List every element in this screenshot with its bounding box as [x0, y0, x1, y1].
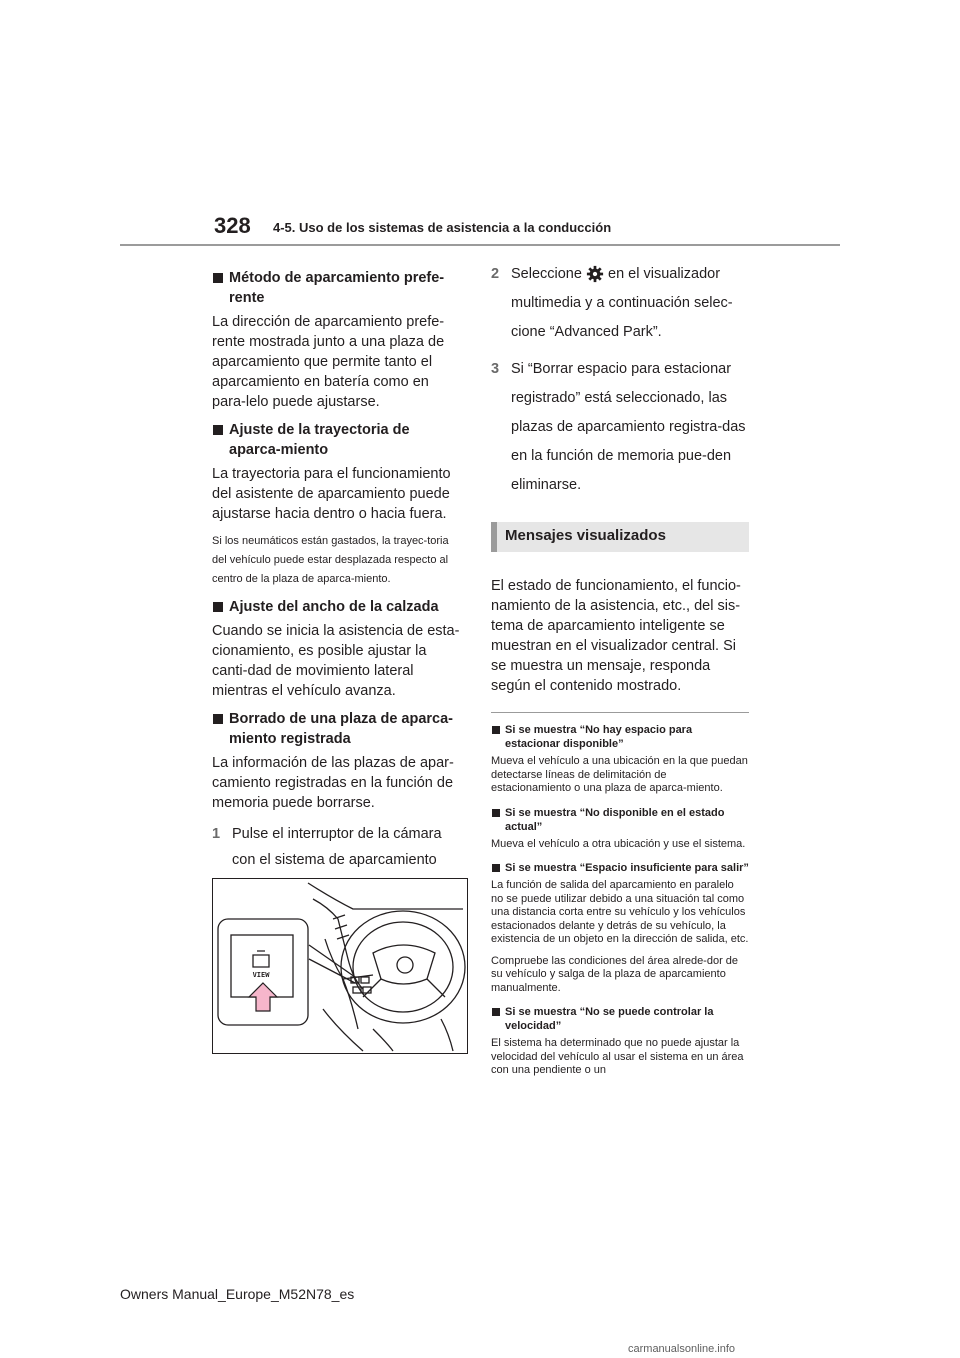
paragraph: La dirección de aparcamiento prefe-rente mostrada junto a una plaza de aparcamiento que permite tanto el aparcamiento en batería como en para-lelo puede ajustarse.: [212, 314, 445, 410]
paragraph: La información de las plazas de apar-camiento registradas en la función de memoria puede borrarse.: [212, 755, 454, 811]
bullet-square-icon: [492, 864, 500, 872]
bullet-square-icon: [213, 273, 223, 283]
bullet-square-icon: [492, 1008, 500, 1016]
step-text: en el visualizador multimedia y a continuación selec-cione “Advanced Park”.: [511, 266, 733, 340]
heading-trajectory: Ajuste de la trayectoria de aparca-miento: [212, 420, 462, 460]
right-column: [491, 260, 749, 1086]
section-banner: [491, 522, 749, 552]
paragraph: Cuando se inicia la asistencia de esta-cionamiento, es posible ajustar la canti-dad de movimiento lateral mientras el vehículo avanza.: [212, 623, 460, 699]
step-2: [491, 260, 749, 347]
heading-delete-space: Borrado de una plaza de aparca-miento registrada: [212, 709, 462, 749]
gear-icon: [586, 265, 604, 283]
heading-preferred-method: Método de aparcamiento prefe-rente: [212, 268, 462, 308]
step-text: Si “Borrar espacio para estacionar registrado” está seleccionado, las plazas de aparcamiento registra-das en la función de memoria pue-den eliminarse.: [511, 361, 746, 493]
header-divider: [120, 244, 840, 246]
dashboard-illustration: [212, 878, 468, 1054]
message-text: Mueva el vehículo a una ubicación en la que puedan detectarse líneas de delimitación de estacionamiento o una plaza de aparca-miento.: [491, 755, 748, 794]
message-text: Mueva el vehículo a otra ubicación y use el sistema.: [491, 837, 746, 850]
paragraph: El estado de funcionamiento, el funcio-namiento de la asistencia, etc., del sis-tema de aparcamiento inteligente se muestran en el visualizador central. Si se muestra un mensaje, responda según el contenido mostrado.: [491, 578, 741, 694]
message-text: Compruebe las condiciones del área alrede-dor de su vehículo y salga de la plaza de aparcamiento manualmente.: [491, 954, 739, 994]
message-heading: Si se muestra “No hay espacio para estacionar disponible”: [491, 723, 749, 751]
step-3: [491, 355, 749, 500]
dashboard-drawing: [213, 879, 467, 1053]
section-divider: [491, 712, 749, 713]
bullet-square-icon: [213, 602, 223, 612]
step-text: Pulse el interruptor de la cámara con el sistema de aparcamiento: [232, 826, 442, 868]
footer-doc-id: Owners Manual_Europe_M52N78_es: [120, 1286, 355, 1302]
note-text: Si los neumáticos están gastados, la trayec-toria del vehículo puede estar desplazada respecto al centro de la plaza de aparca-miento.: [212, 535, 449, 585]
paragraph: La trayectoria para el funcionamiento del asistente de aparcamiento puede ajustarse hacia dentro o hacia fuera.: [212, 466, 451, 522]
step-number: 2: [491, 266, 500, 282]
message-text: El sistema ha determinado que no puede ajustar la velocidad del vehículo al usar el sistema en un área con una pendiente o un: [491, 1037, 744, 1076]
message-heading: Si se muestra “No se puede controlar la velocidad”: [491, 1005, 749, 1033]
step-text: Seleccione: [511, 266, 582, 282]
message-text: La función de salida del aparcamiento en paralelo no se puede utilizar debido a una situación tal como una distancia corta entre su vehículo y los vehículos estacionados delante y detrás de su vehículo, la existencia de un objeto en la dirección de salida, etc.: [491, 879, 749, 945]
bullet-square-icon: [213, 425, 223, 435]
banner-title: Mensajes visualizados: [505, 527, 666, 544]
banner-accent-bar: [491, 522, 497, 552]
heading-road-width: Ajuste del ancho de la calzada: [212, 597, 462, 617]
bullet-square-icon: [492, 809, 500, 817]
step-number: 3: [491, 361, 500, 377]
watermark: carmanualsonline.info: [628, 1343, 736, 1355]
left-column: [212, 260, 462, 907]
view-button-label: VIEW: [252, 971, 270, 979]
bullet-square-icon: [213, 714, 223, 724]
message-heading: Si se muestra “Espacio insuficiente para salir”: [491, 861, 749, 875]
step-number: 1: [212, 826, 221, 842]
bullet-square-icon: [492, 726, 500, 734]
section-title: 4-5. Uso de los sistemas de asistencia a la conducción: [273, 220, 612, 235]
page-number: 328: [214, 213, 251, 238]
message-heading: Si se muestra “No disponible en el estado actual”: [491, 806, 749, 834]
